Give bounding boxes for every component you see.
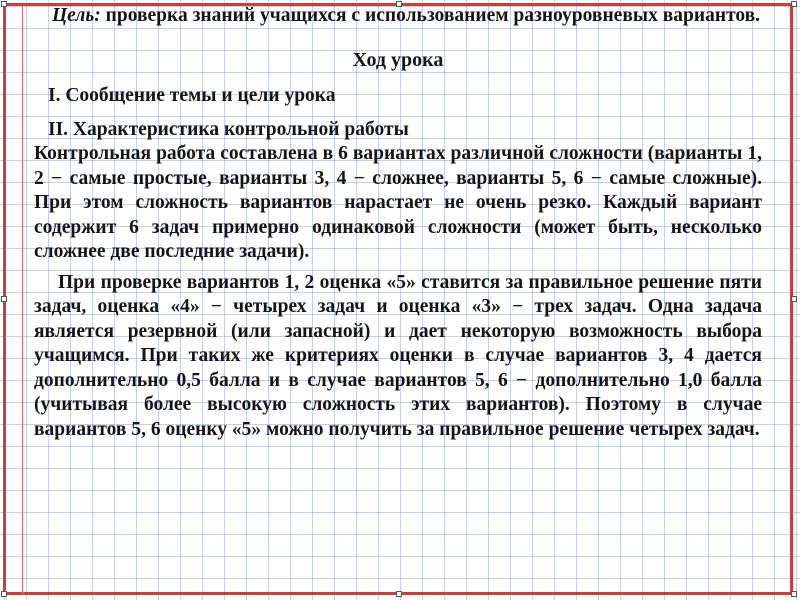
section-2-title: II. Характеристика контрольной работы bbox=[48, 118, 409, 140]
notebook-margin-line bbox=[22, 6, 23, 594]
section-1-title: I. Сообщение темы и цели урока bbox=[48, 85, 336, 106]
goal-paragraph bbox=[34, 4, 762, 29]
lesson-title: Ход урока bbox=[352, 48, 444, 71]
goal-text: проверка знаний учащихся с использованием разноуровневых вариантов. bbox=[100, 5, 761, 26]
resize-handle-middle-left[interactable] bbox=[1, 296, 7, 302]
resize-handle-top-right[interactable] bbox=[791, 1, 797, 7]
resize-handle-bottom-center[interactable] bbox=[396, 591, 402, 597]
resize-handle-bottom-right[interactable] bbox=[791, 591, 797, 597]
document-content bbox=[34, 4, 762, 442]
resize-handle-middle-right[interactable] bbox=[791, 296, 797, 302]
resize-handle-bottom-left[interactable] bbox=[1, 591, 7, 597]
section-2-paragraph-1: Контрольная работа составлена в 6 вариантах различной сложности (варианты 1, 2 − самые простые, варианты 3, 4 − сложнее, варианты 5, 6 − самые сложные). При этом сложность вариантов нарастает не очень резко. Каждый вариант содержит 6 задач примерно одинаковой сложности (может быть, несколько сложнее две последние задачи). bbox=[34, 143, 762, 262]
resize-handle-top-left[interactable] bbox=[1, 1, 7, 7]
section-2-paragraph-2: При проверке вариантов 1, 2 оценка «5» ставится за правильное решение пяти задач, оценка «4» − четырех задач и оценка «3» − трех задач. Одна задача является резервной (или запасной) и дает некоторую возможность выбора учащимся. При таких же критериях оценки в случае вариантов 3, 4 дается дополнительно 0,5 балла и в случае вариантов 5, 6 − дополнительно 1,0 балла (учитывая более высокую сложность этих вариантов). Поэтому в случае вариантов 5, 6 оценку «5» можно получить за правильное решение четырех задач. bbox=[34, 271, 762, 440]
goal-label: Цель: bbox=[52, 5, 101, 26]
